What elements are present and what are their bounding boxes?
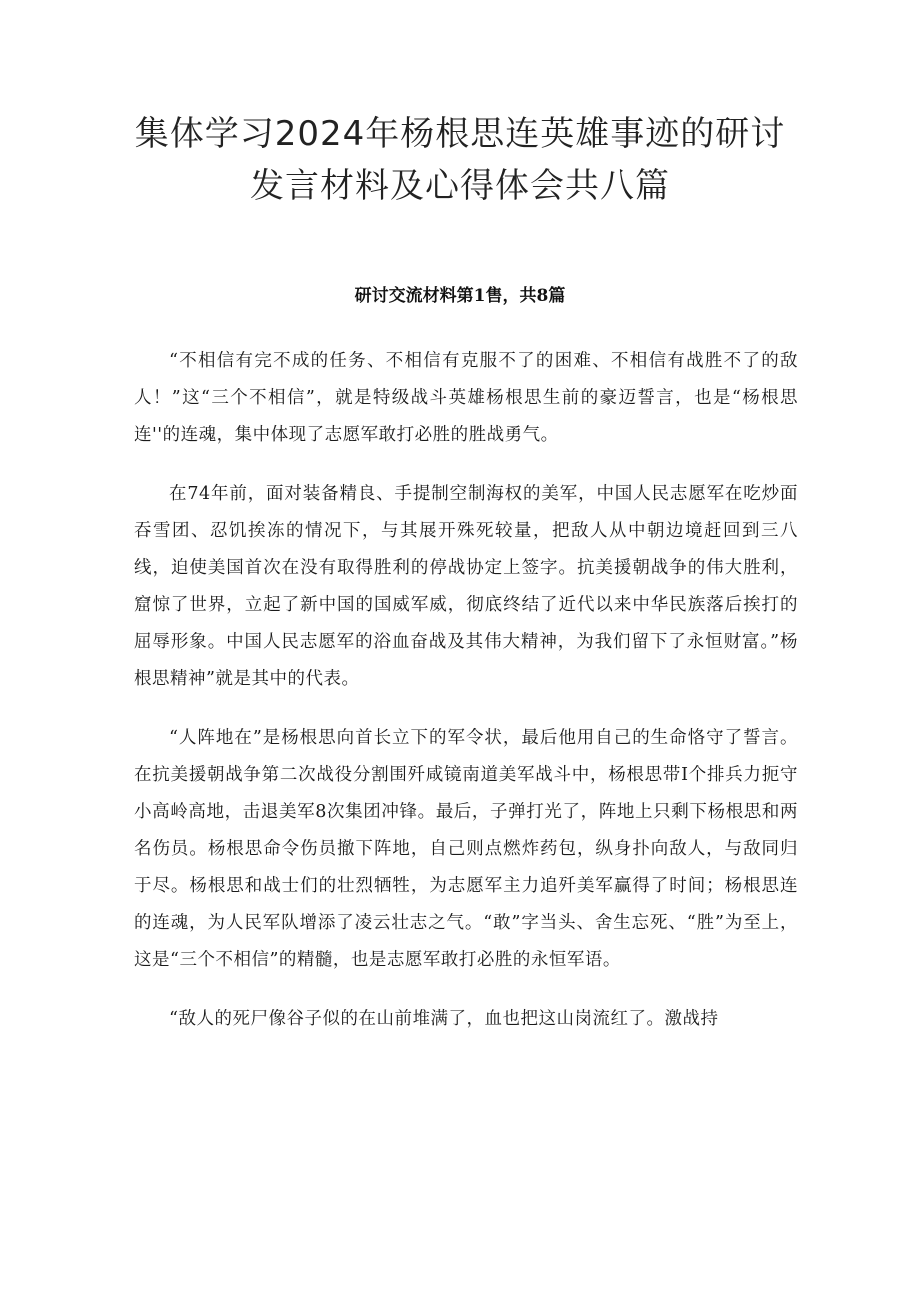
document-title-line-1: 集体学习2024年杨根思连英雄事迹的研讨 — [134, 114, 786, 154]
body-paragraph-3: “人阵地在”是杨根思向首长立下的军令状，最后他用自己的生命恪守了誓言。在抗美援朝战争第二次战役分割围歼咸镜南道美军战斗中，杨根思带I个排兵力扼守小高岭高地，击退美军8次集团冲锋。最后，子弹打光了，阵地上只剩下杨根思和两名伤员。杨根思命令伤员撤下阵地，自己则点燃炸药包，纵身扑向敌人，与敌同归于尽。杨根思和战士们的壮烈牺牲，为志愿军主力追歼美军赢得了时间；杨根思连的连魂，为人民军队增添了凌云壮志之气。“敢”字当头、舍生忘死、“胜”为至上，这是“三个不相信”的精髓，也是志愿军敢打必胜的永恒军语。 — [134, 728, 798, 970]
document-title — [120, 108, 800, 212]
body-paragraph-2: 在74年前，面对装备精良、手提制空制海权的美军，中国人民志愿军在吃炒面吞雪团、忍饥挨冻的情况下，与其展开殊死较量，把敌人从中朝边境赶回到三八线，迫使美国首次在没有取得胜利的停战协定上签字。抗美援朝战争的伟大胜利，窟惊了世界，立起了新中国的国威军威，彻底终结了近代以来中华民族落后挨打的屈辱形象。中国人民志愿军的浴血奋战及其伟大精神，为我们留下了永恒财富。”杨根思精神”就是其中的代表。 — [134, 484, 798, 689]
body-paragraph-4: “敌人的死尸像谷子似的在山前堆满了，血也把这山岗流红了。激战持 — [169, 1009, 719, 1029]
body-paragraph-1: “不相信有完不成的任务、不相信有克服不了的困难、不相信有战胜不了的敌人！”这“三个不相信”，就是特级战斗英雄杨根思生前的豪迈誓言，也是“杨根思连''的连魂，集中体现了志愿军敢打必胜的胜战勇气。 — [134, 351, 798, 445]
document-title-line-2: 发言材料及心得体会共八篇 — [250, 166, 670, 206]
document-body — [134, 343, 798, 1060]
section-heading: 研讨交流材料第1售，共8篇 — [354, 286, 566, 306]
